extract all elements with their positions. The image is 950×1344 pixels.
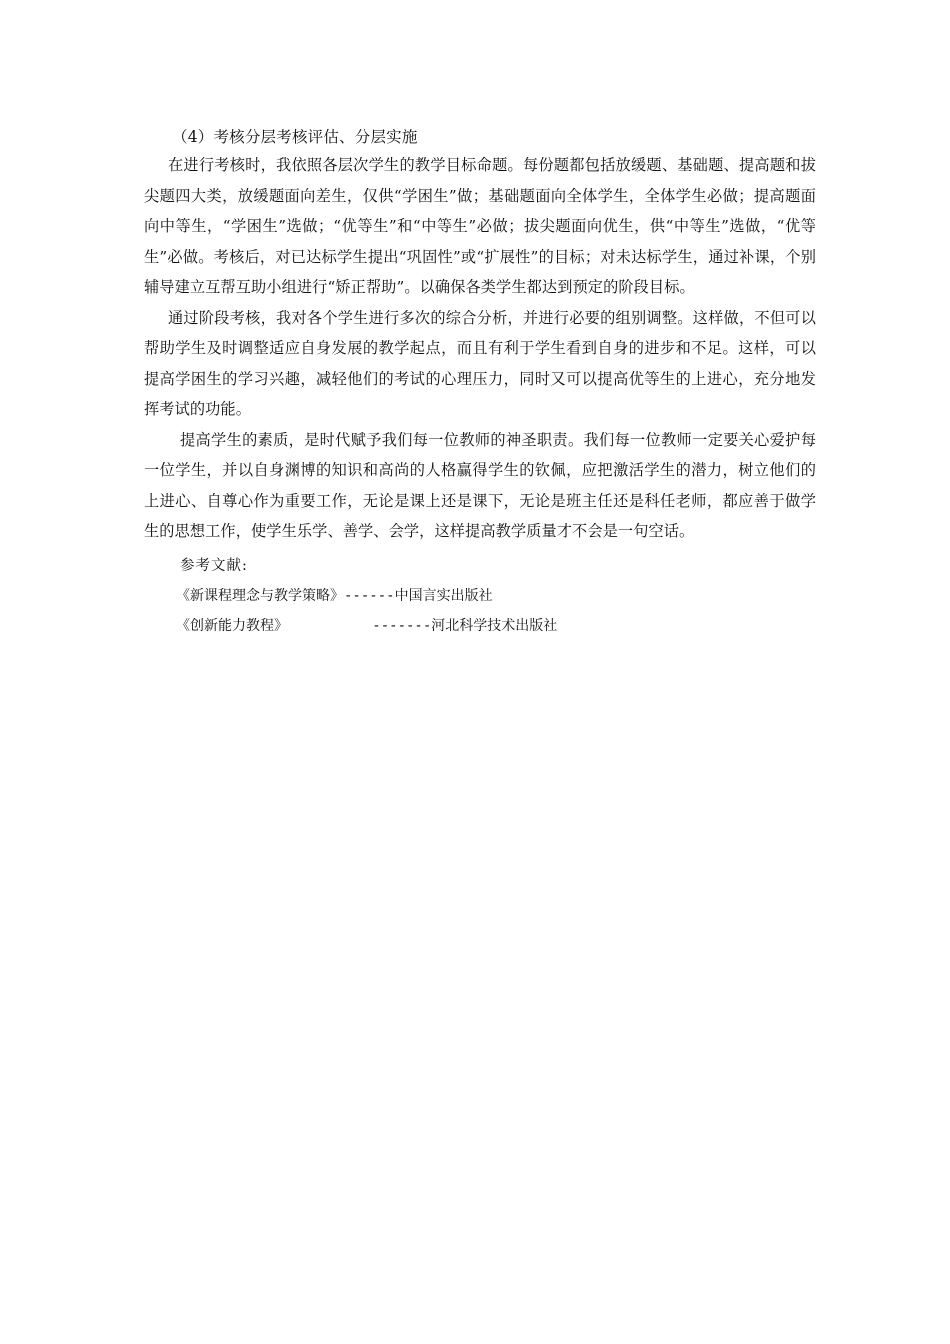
paragraph-assessment: 在进行考核时，我依照各层次学生的教学目标命题。每份题都包括放缓题、基础题、提高题和拔尖题四大类，放缓题面向差生，仅供“学困生”做；基础题面向全体学生，全体学生必做；提高题面向中等生，“学困生”选做；“优等生”和“中等生”必做；拔尖题面向优生，供“中等生”选做，“优等生”必做。考核后，对已达标学生提出“巩固性”或“扩展性”的目标；对未达标学生，通过补课，个别辅导建立互帮互助小组进行“矫正帮助”。以确保各类学生都达到预定的阶段目标。: [144, 156, 816, 296]
paragraph-analysis: 通过阶段考核，我对各个学生进行多次的综合分析，并进行必要的组别调整。这样做，不但可以帮助学生及时调整适应自身发展的教学起点，而且有利于学生看到自身的进步和不足。这样，可以提高学困生的学习兴趣，减轻他们的考试的心理压力，同时又可以提高优等生的上进心，充分地发挥考试的功能。: [144, 308, 816, 418]
references-title: 参考文献:: [180, 557, 248, 574]
section-heading: （4）考核分层考核评估、分层实施: [172, 128, 418, 146]
paragraph-conclusion: 提高学生的素质，是时代赋予我们每一位教师的神圣职责。我们每一位教师一定要关心爱护每一位学生，并以自身渊博的知识和高尚的人格赢得学生的钦佩，应把激活学生的潜力，树立他们的上进心、自尊心作为重要工作，无论是课上还是课下，无论是班主任还是科任老师，都应善于做学生的思想工作，使学生乐学、善学、会学，这样提高教学质量才不会是一句空话。: [144, 430, 816, 540]
reference-item: 《新课程理念与教学策略》------中国言实出版社: [176, 587, 493, 604]
reference-item: 《创新能力教程》 -------河北科学技术出版社: [176, 617, 558, 634]
references-section: [144, 551, 816, 641]
document-body: [144, 124, 816, 641]
